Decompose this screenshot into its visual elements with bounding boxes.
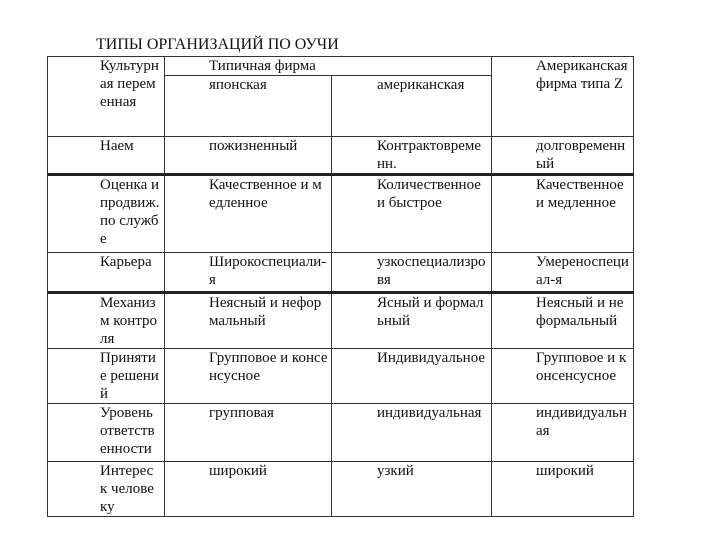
page-title: ТИПЫ ОРГАНИЗАЦИЙ ПО ОУЧИ (96, 36, 339, 53)
cell-japanese-hire: пожизненный (165, 137, 332, 175)
header-typical-firm: Типичная фирма (165, 57, 492, 76)
cell-japanese-decision: Групповое и консенсусное (165, 349, 332, 404)
header-american: американская (332, 76, 492, 137)
cell-american-interest: узкий (332, 462, 492, 517)
cell-z-hire: долговременный (492, 137, 634, 175)
cell-japanese-interest: широкий (165, 462, 332, 517)
header-cultural-variable: Культурная переменная (48, 57, 165, 137)
cell-japanese-responsibility: групповая (165, 404, 332, 462)
cell-z-interest: широкий (492, 462, 634, 517)
cell-z-responsibility: индивидуальная (492, 404, 634, 462)
cell-japanese-eval: Качественное и медленное (165, 175, 332, 253)
row-label-hire: Наем (48, 137, 165, 175)
cell-american-decision: Индивидуальное (332, 349, 492, 404)
cell-z-decision: Групповое и консенсусное (492, 349, 634, 404)
table-row (48, 349, 634, 404)
header-japanese: японская (165, 76, 332, 137)
cell-z-eval: Качественное и медленное (492, 175, 634, 253)
cell-american-responsibility: индивидуальная (332, 404, 492, 462)
row-label-responsibility: Уровень ответственности (48, 404, 165, 462)
cell-japanese-control: Неясный и неформальный (165, 293, 332, 349)
row-label-decision: Принятие решений (48, 349, 165, 404)
table-row (48, 137, 634, 175)
header-american-z: Американская фирма типа Z (492, 57, 634, 137)
cell-american-eval: Количественное и быстрое (332, 175, 492, 253)
cell-z-control: Неясный и неформальный (492, 293, 634, 349)
row-label-interest: Интерес к человеку (48, 462, 165, 517)
table-row (48, 404, 634, 462)
cell-american-hire: Контрактовременн. (332, 137, 492, 175)
cell-z-career: Умереноспециал-я (492, 253, 634, 293)
table-row (48, 462, 634, 517)
organization-types-table (47, 56, 634, 517)
row-label-eval: Оценка и продвиж. по службе (48, 175, 165, 253)
row-label-career: Карьера (48, 253, 165, 293)
cell-american-career: узкоспециализровя (332, 253, 492, 293)
table-row (48, 293, 634, 349)
cell-japanese-career: Широкоспециали-я (165, 253, 332, 293)
cell-american-control: Ясный и формальный (332, 293, 492, 349)
row-label-control: Механизм контроля (48, 293, 165, 349)
table-row (48, 175, 634, 253)
table-row (48, 253, 634, 293)
table-header-row (48, 57, 634, 76)
